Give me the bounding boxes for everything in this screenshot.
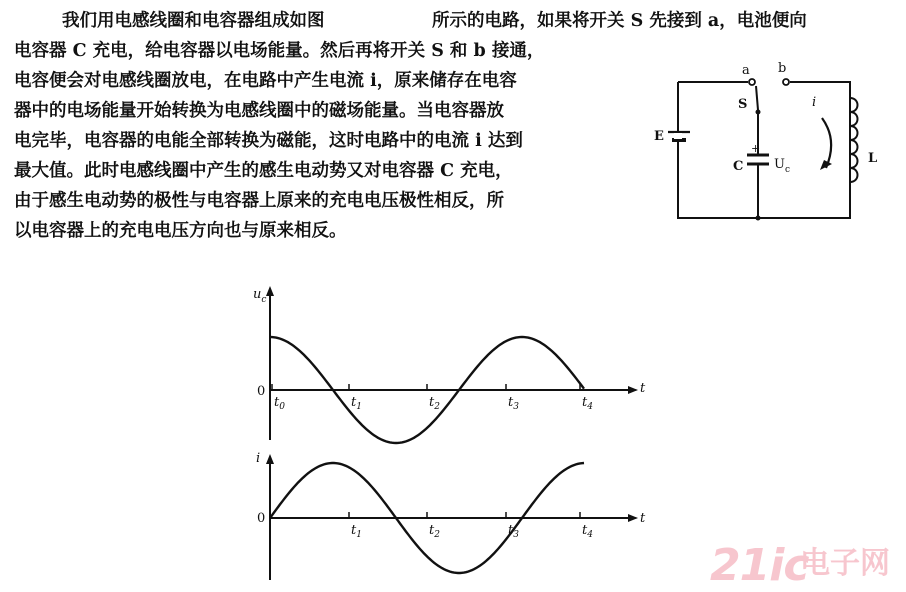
text-line-4: 器中的电场能量开始转换为电感线圈中的磁场能量。当电容器放 — [14, 101, 504, 121]
label-uc: $U_c$ — [774, 157, 791, 175]
text-line-1a: 我们用电感线圈和电容器组成如图 — [62, 11, 325, 31]
i-x-label: t — [640, 511, 646, 526]
uc-y-label: $u_c$ — [253, 287, 267, 305]
tick-label: $t_2$ — [429, 395, 440, 412]
uc-zero-label: 0 — [257, 384, 266, 399]
tick-label: $t_4$ — [582, 395, 593, 412]
text-line-2: 电容器 C 充电，给电容器以电场能量。然后再将开关 S 和 b 接通， — [14, 41, 545, 61]
label-l: L — [868, 151, 878, 166]
tick-label: $t_3$ — [508, 395, 519, 412]
uc-waveform-graph — [250, 280, 650, 450]
label-e: E — [654, 129, 664, 144]
label-a: a — [742, 63, 750, 78]
text-line-1b: 所示的电路，如果将开关 S 先接到 a，电池便向 — [432, 11, 807, 31]
watermark-logo: 21ic — [710, 540, 809, 591]
text-line-8: 以电容器上的充电电压方向也与原来相反。 — [14, 221, 347, 241]
label-i: i — [812, 95, 817, 110]
label-b: b — [778, 61, 787, 76]
i-waveform-graph — [250, 450, 650, 590]
tick-label: $t_1$ — [351, 523, 362, 540]
i-zero-label: 0 — [257, 511, 266, 526]
inductor-coil — [850, 98, 858, 182]
tick-label: $t_0$ — [274, 395, 285, 412]
current-direction-arrow — [822, 118, 831, 168]
label-c: C — [733, 159, 744, 174]
watermark-site: 电子网 — [800, 546, 890, 581]
tick-label: $t_4$ — [582, 523, 593, 540]
label-s: S — [738, 97, 748, 112]
tick-label: $t_3$ — [508, 523, 519, 540]
i-y-label: i — [256, 451, 261, 466]
tick-label: $t_2$ — [429, 523, 440, 540]
uc-x-label: t — [640, 381, 646, 396]
label-plus: + — [751, 142, 761, 155]
text-line-5: 电完毕，电容器的电能全部转换为磁能，这时电路中的电流 i 达到 — [14, 131, 523, 151]
lc-circuit-diagram — [650, 55, 890, 230]
switch-contact-b — [783, 79, 789, 85]
text-line-3: 电容便会对电感线圈放电，在电路中产生电流 i，原来储存在电容 — [14, 71, 517, 91]
switch-contact-a — [749, 79, 755, 85]
tick-label: $t_1$ — [351, 395, 362, 412]
text-line-6: 最大值。此时电感线圈中产生的感生电动势又对电容器 C 充电， — [14, 161, 513, 181]
text-line-7: 由于感生电动势的极性与电容器上原来的充电电压极性相反，所 — [14, 191, 504, 211]
circuit-wire — [678, 82, 850, 218]
switch-blade — [756, 86, 758, 110]
